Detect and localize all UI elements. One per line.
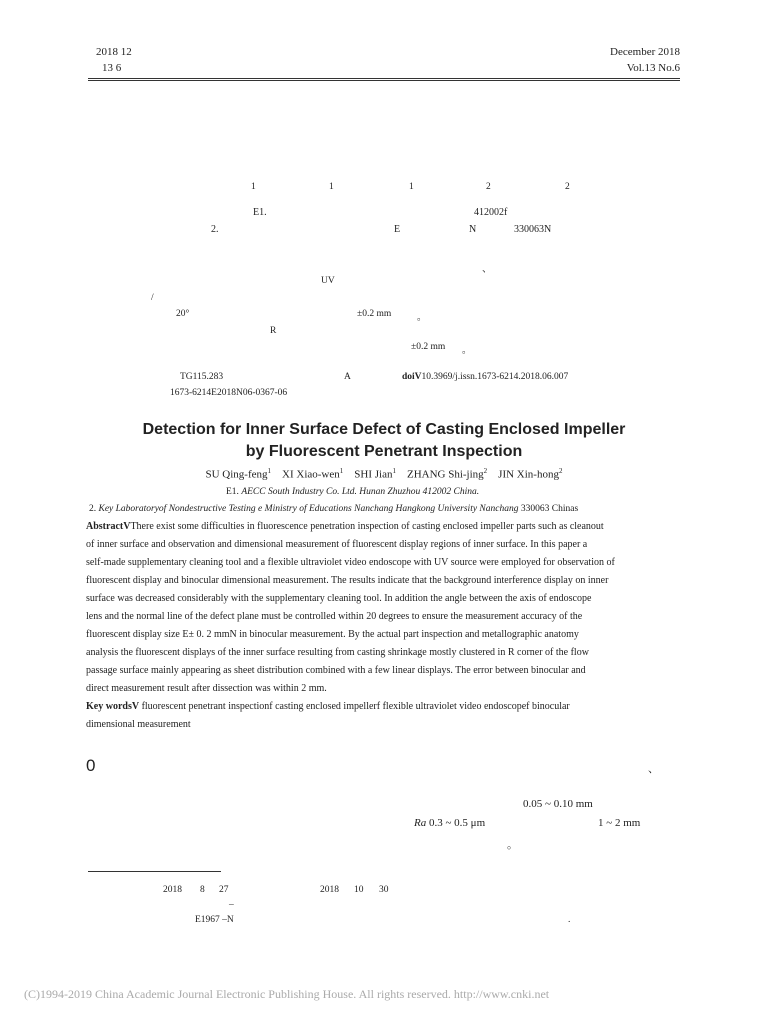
article-id: 1673-6214E2018N06-0367-06 bbox=[170, 388, 288, 398]
cn-affil2-prefix: 2. bbox=[211, 224, 219, 235]
abstract-line: surface was decreased considerably with the supplementary cleaning tool. In addition the angle between the axis of endoscope bbox=[86, 593, 592, 604]
abstract-line: analysis the fluorescent displays of the inner surface resulting from casting shrinkage mostly clustered in R corner of the flow bbox=[86, 647, 589, 658]
revised-day: 30 bbox=[379, 885, 389, 895]
cn-punct: 。 bbox=[417, 313, 427, 323]
cn-affil2-e: E bbox=[394, 224, 401, 235]
cn-affil2-n: N bbox=[469, 224, 477, 235]
author-list bbox=[0, 467, 768, 481]
cn-tolerance-2: ±0.2 mm bbox=[411, 342, 446, 352]
author-name: SU Qing-feng bbox=[205, 468, 268, 481]
doi-label: doiV bbox=[402, 372, 422, 382]
abstract-line: There exist some difficulties in fluorescence penetration inspection of casting enclosed impeller parts such as cleanout bbox=[130, 521, 604, 532]
author-affil-mark: 2 bbox=[558, 467, 563, 475]
cn-tolerance-1: ±0.2 mm bbox=[357, 309, 392, 319]
doi bbox=[402, 372, 568, 382]
section-punct: 、 bbox=[648, 763, 659, 775]
thickness-range: 1 ~ 2 mm bbox=[598, 817, 641, 829]
paper-title-line1: Detection for Inner Surface Defect of Casting Enclosed Impeller bbox=[142, 421, 626, 438]
affiliation-tail: 330063 Chinas bbox=[520, 504, 579, 514]
cn-angle: 20° bbox=[176, 309, 190, 319]
affiliation-prefix: E1. bbox=[226, 487, 239, 497]
header-volume-number: 13 6 bbox=[102, 62, 122, 74]
affiliation-text: AECC South Industry Co. Ltd. Hunan Zhuzhou 412002 China. bbox=[241, 487, 480, 497]
abstract bbox=[86, 518, 682, 734]
abstract-label: AbstractV bbox=[86, 521, 131, 532]
author-affil-mark: 2 bbox=[483, 467, 488, 475]
clearance-range: 0.05 ~ 0.10 mm bbox=[523, 798, 593, 810]
footnote-rule bbox=[88, 871, 221, 872]
author-mark: 1 bbox=[251, 182, 256, 192]
copyright-footer: (C)1994-2019 China Academic Journal Electronic Publishing House. All rights reserved. http://www.cnki.net bbox=[24, 987, 550, 1001]
keywords-label: Key wordsV bbox=[86, 701, 140, 712]
abstract-line: lens and the normal line of the defect plane must be controlled within 20 degrees to ensure the measurement accuracy of the bbox=[86, 611, 583, 622]
header-rule-bottom bbox=[88, 80, 680, 81]
header-volume: Vol.13 No.6 bbox=[626, 62, 680, 74]
revised-month: 10 bbox=[354, 885, 364, 895]
keywords-text: fluorescent penetrant inspectionf casting enclosed impellerf flexible ultraviolet video endoscopef binocular bbox=[139, 701, 570, 712]
cn-r-corner: R bbox=[270, 326, 277, 336]
author-mark: 1 bbox=[409, 182, 414, 192]
paper-title-line2: by Fluorescent Penetrant Inspection bbox=[245, 443, 523, 460]
header-rule-top bbox=[88, 78, 680, 79]
abstract-line: fluorescent display size E± 0. 2 mmN in binocular measurement. By the actual part inspection and metallographic anatomy bbox=[86, 629, 579, 640]
author-mark: 2 bbox=[565, 182, 570, 192]
header-year-issue: 2018 12 bbox=[96, 46, 132, 58]
received-year: 2018 bbox=[163, 885, 182, 895]
author-affil-mark: 1 bbox=[267, 467, 272, 475]
keywords-text: dimensional measurement bbox=[86, 719, 191, 730]
footnote-punct: . bbox=[568, 915, 571, 925]
cn-punct: 。 bbox=[462, 346, 472, 356]
affiliation-text: Key Laboratoryof Nondestructive Testing e Ministry of Educations Nanchang Hangkong University Nanchang bbox=[98, 504, 519, 514]
document-code: A bbox=[344, 372, 351, 382]
cn-slash: / bbox=[151, 293, 154, 303]
author-mark: 2 bbox=[486, 182, 491, 192]
author-name: XI Xiao-wen bbox=[282, 468, 340, 481]
affiliation-1 bbox=[226, 487, 479, 497]
cn-affil2-postcode: 330063N bbox=[514, 224, 552, 235]
clc-number: TG115.283 bbox=[180, 372, 224, 382]
abstract-line: passage surface mainly appearing as sheet distribution combined with a few linear displays. The error between binocular and bbox=[86, 665, 586, 676]
footnote-dash: – bbox=[229, 900, 234, 910]
cn-punct: 、 bbox=[482, 264, 492, 275]
cn-affil1-postcode: 412002f bbox=[474, 207, 508, 218]
doi-value: 10.3969/j.issn.1673-6214.2018.06.007 bbox=[421, 372, 569, 382]
author-name: JIN Xin-hong bbox=[498, 468, 559, 481]
received-month: 8 bbox=[200, 885, 205, 895]
author-birth: E1967 –N bbox=[195, 915, 234, 925]
section-punct: 。 bbox=[507, 839, 518, 851]
header-date: December 2018 bbox=[610, 46, 680, 58]
roughness-value: 0.3 ~ 0.5 μm bbox=[426, 817, 486, 829]
cn-uv: UV bbox=[321, 276, 335, 286]
affiliation-2 bbox=[89, 504, 578, 514]
roughness-label: Ra bbox=[414, 817, 427, 829]
abstract-line: fluorescent display and binocular dimensional measurement. The results indicate that the background interference display on inner bbox=[86, 575, 609, 586]
section-number: 0 bbox=[86, 756, 96, 775]
abstract-line: direct measurement result after dissection was within 2 mm. bbox=[86, 683, 327, 694]
cn-affil1-prefix: E1. bbox=[253, 207, 267, 218]
author-affil-mark: 1 bbox=[339, 467, 344, 475]
abstract-line: self-made supplementary cleaning tool and a flexible ultraviolet video endoscope with UV source were employed for observation of bbox=[86, 557, 615, 568]
author-affil-mark: 1 bbox=[392, 467, 396, 475]
received-day: 27 bbox=[219, 885, 229, 895]
abstract-line: of inner surface and observation and dimensional measurement of fluorescent display regions of inner surface. In this paper a bbox=[86, 539, 588, 550]
author-mark: 1 bbox=[329, 182, 334, 192]
affiliation-prefix: 2. bbox=[89, 504, 97, 514]
author-name: SHI Jian bbox=[354, 468, 393, 481]
revised-year: 2018 bbox=[320, 885, 339, 895]
author-name: ZHANG Shi-jing bbox=[406, 468, 484, 481]
roughness bbox=[414, 817, 485, 829]
